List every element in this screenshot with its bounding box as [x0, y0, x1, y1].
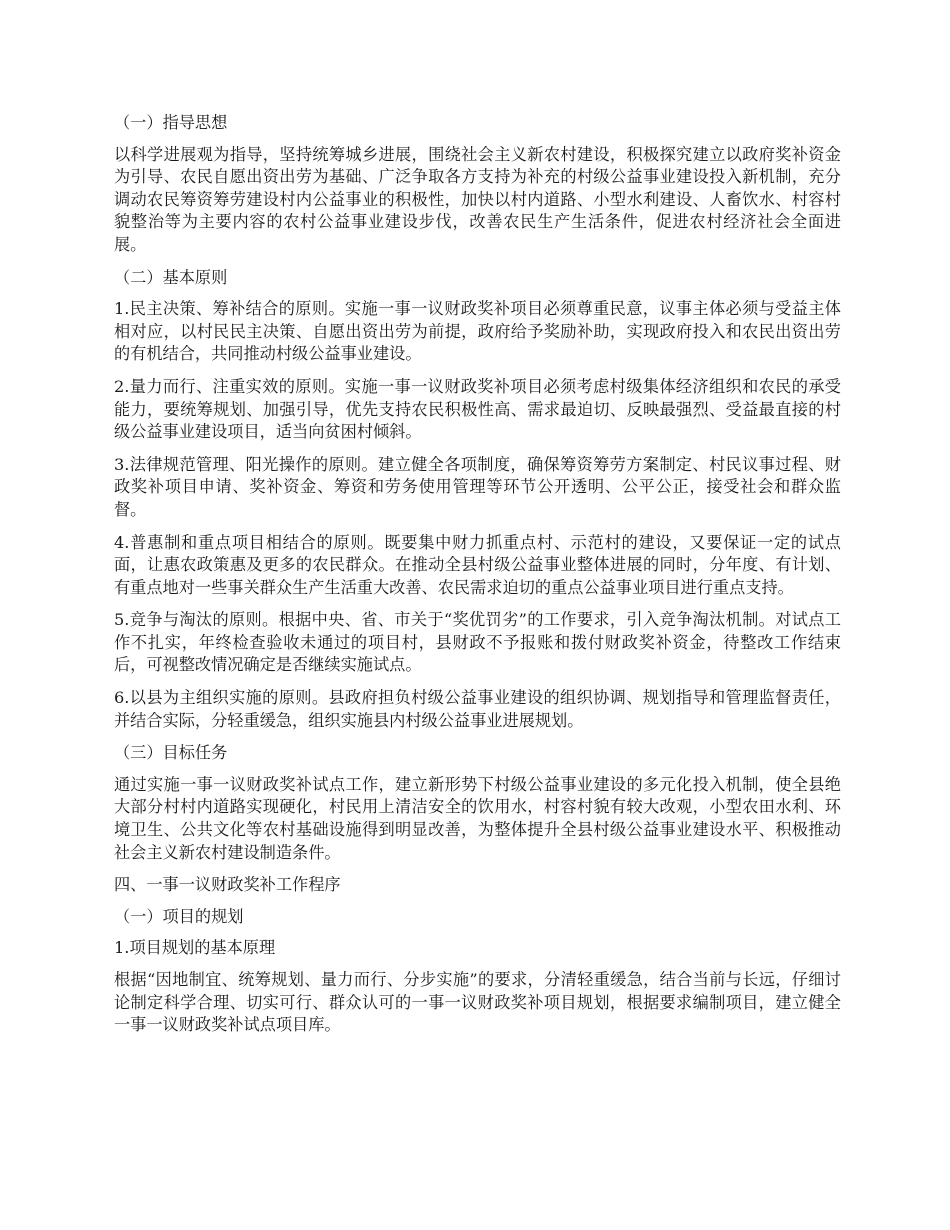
- paragraph-principle-2: 2.量力而行、注重实效的原则。实施一事一议财政奖补项目必须考虑村级集体经济组织和农民的承受能力，要统筹规划、加强引导，优先支持农民积极性高、需求最迫切、反映最强烈、受益最直接的村级公益事业建设项目，适当向贫困村倾斜。: [114, 376, 841, 442]
- paragraph-guiding-thought: 以科学进展观为指导，坚持统筹城乡进展，围绕社会主义新农村建设，积极探究建立以政府奖补资金为引导、农民自愿出资出劳为基础、广泛争取各方支持为补充的村级公益事业建设投入新机制，充分调动农民筹资筹劳建设村内公益事业的积极性，加快以村内道路、小型水利建设、人畜饮水、村容村貌整治等为主要内容的农村公益事业建设步伐，改善农民生产生活条件，促进农村经济社会全面进展。: [114, 144, 841, 254]
- document-page: [114, 112, 841, 1047]
- section-heading-basic-principles: （二）基本原则: [114, 267, 228, 287]
- chapter-heading-procedure: 四、一事一议财政奖补工作程序: [114, 875, 341, 895]
- section-heading-goals: （三）目标任务: [114, 743, 228, 763]
- section-heading-project-planning: （一）项目的规划: [114, 906, 244, 926]
- section-heading-guiding-thought: （一）指导思想: [114, 113, 228, 132]
- paragraph-principle-5: 5.竞争与淘汰的原则。根据中央、省、市关于“奖优罚劣”的工作要求，引入竞争淘汰机制。对试点工作不扎实，年终检查验收未通过的项目村，县财政不予报账和拨付财政奖补资金，待整改工作结束后，可视整改情况确定是否继续实施试点。: [114, 610, 841, 675]
- paragraph-principle-6: 6.以县为主组织实施的原则。县政府担负村级公益事业建设的组织协调、规划指导和管理监督责任，并结合实际，分轻重缓急，组织实施县内村级公益事业进展规划。: [114, 688, 841, 730]
- paragraph-principle-3: 3.法律规范管理、阳光操作的原则。建立健全各项制度，确保筹资筹劳方案制定、村民议事过程、财政奖补项目申请、奖补资金、筹资和劳务使用管理等环节公开透明、公平公正，接受社会和群众监督。: [114, 454, 841, 519]
- subsection-heading-planning-principles: 1.项目规划的基本原理: [114, 938, 276, 958]
- paragraph-planning-principles: 根据“因地制宜、统筹规划、量力而行、分步实施”的要求，分清轻重缓急，结合当前与长远，仔细讨论制定科学合理、切实可行、群众认可的一事一议财政奖补项目规划，根据要求编制项目，建立健全一事一议财政奖补试点项目库。: [114, 970, 841, 1035]
- paragraph-principle-4: 4.普惠制和重点项目相结合的原则。既要集中财力抓重点村、示范村的建设，又要保证一定的试点面，让惠农政策惠及更多的农民群众。在推动全县村级公益事业整体进展的同时，分年度、有计划、有重点地对一些事关群众生产生活重大改善、农民需求迫切的重点公益事业项目进行重点支持。: [114, 532, 841, 597]
- paragraph-goals: 通过实施一事一议财政奖补试点工作，建立新形势下村级公益事业建设的多元化投入机制，使全县绝大部分村村内道路实现硬化，村民用上清洁安全的饮用水，村容村貌有较大改观，小型农田水利、环境卫生、公共文化等农村基础设施得到明显改善，为整体提升全县村级公益事业建设水平、积极推动社会主义新农村建设制造条件。: [114, 774, 841, 862]
- paragraph-principle-1: 1.民主决策、筹补结合的原则。实施一事一议财政奖补项目必须尊重民意，议事主体必须与受益主体相对应，以村民民主决策、自愿出资出劳为前提，政府给予奖励补助，实现政府投入和农民出资出劳的有机结合，共同推动村级公益事业建设。: [114, 299, 841, 364]
